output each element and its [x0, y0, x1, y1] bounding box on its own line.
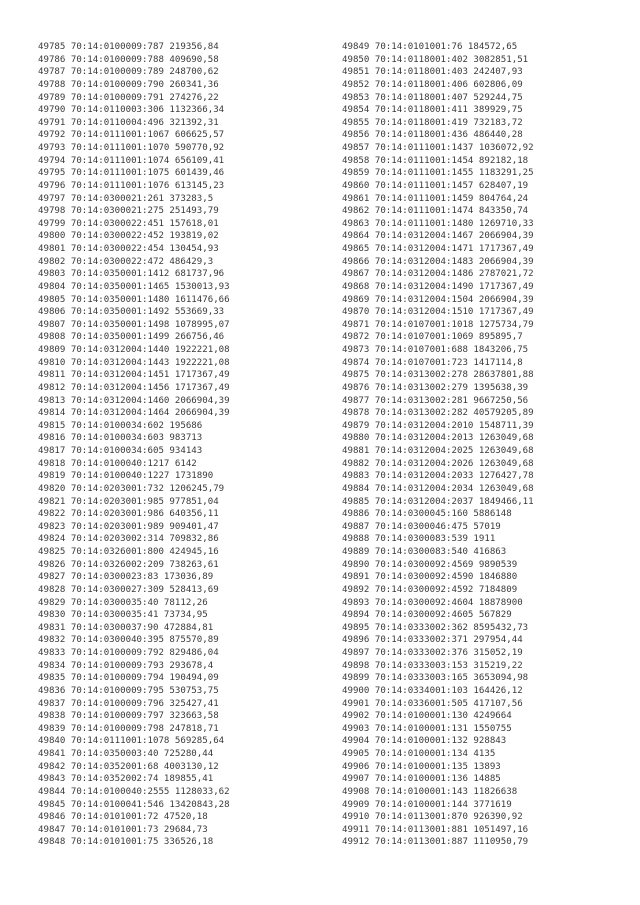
record-line: 49826 70:14:0326002:209 738263,61	[38, 559, 219, 570]
record-line: 49880 70:14:0312004:2013 1263049,68	[342, 433, 534, 444]
record-line: 49879 70:14:0312004:2010 1548711,39	[342, 420, 534, 431]
record-line: 49907 70:14:0100001:136 14885	[342, 774, 501, 785]
record-line: 49841 70:14:0350003:40 725280,44	[38, 749, 214, 759]
record-line: 49859 70:14:0111001:1455 1183291,25	[342, 168, 534, 179]
record-line: 49905 70:14:0100001:134 4135	[342, 749, 496, 759]
record-line: 49843 70:14:0352002:74 189855,41	[38, 774, 214, 785]
record-line: 49882 70:14:0312004:2026 1263049,68	[342, 458, 534, 469]
record-line: 49855 70:14:0118001:419 732183,72	[342, 117, 523, 128]
record-line: 49876 70:14:0313002:279 1395638,39	[342, 382, 529, 393]
record-line: 49812 70:14:0312004:1456 1717367,49	[38, 382, 230, 393]
record-line: 49840 70:14:0111001:1078 569285,64	[38, 736, 225, 747]
record-line: 49873 70:14:0107001:688 1843206,75	[342, 345, 529, 355]
record-line: 49800 70:14:0300022:452 193819,02	[38, 231, 219, 242]
record-line: 49827 70:14:0300023:83 173036,89	[38, 572, 214, 583]
record-line: 49899 70:14:0333003:165 3653094,98	[342, 673, 529, 684]
record-line: 49849 70:14:0101001:76 184572,65	[342, 42, 518, 52]
record-line: 49795 70:14:0111001:1075 601439,46	[38, 168, 225, 179]
record-line: 49892 70:14:0300092:4592 7184809	[342, 584, 518, 595]
record-line: 49832 70:14:0300040:395 875570,89	[38, 635, 219, 646]
record-line: 49845 70:14:0100041:546 13420843,28	[38, 799, 230, 810]
record-line: 49846 70:14:0101001:72 47520,18	[38, 812, 208, 823]
record-line: 49805 70:14:0350001:1480 1611476,66	[38, 294, 230, 305]
record-line: 49902 70:14:0100001:130 4249664	[342, 711, 512, 722]
record-line: 49877 70:14:0313002:281 9667250,56	[342, 395, 529, 406]
record-line: 49815 70:14:0100034:602 195686	[38, 420, 203, 431]
record-line: 49860 70:14:0111001:1457 628407,19	[342, 180, 529, 191]
record-line: 49886 70:14:0300045:160 5886148	[342, 509, 512, 520]
record-line: 49866 70:14:0312004:1483 2066904,39	[342, 256, 534, 267]
record-line: 49822 70:14:0203001:986 640356,11	[38, 509, 219, 520]
record-line: 49788 70:14:0100009:790 260341,36	[38, 79, 219, 90]
record-line: 49814 70:14:0312004:1464 2066904,39	[38, 408, 230, 419]
record-line: 49807 70:14:0350001:1498 1078995,07	[38, 319, 230, 330]
record-line: 49789 70:14:0100009:791 274276,22	[38, 92, 219, 103]
record-line: 49790 70:14:0110003:306 1132366,34	[38, 105, 225, 116]
record-line: 49830 70:14:0300035:41 73734,95	[38, 610, 208, 621]
record-line: 49893 70:14:0300092:4604 18878900	[342, 597, 523, 608]
record-line: 49824 70:14:0203002:314 709832,86	[38, 534, 219, 545]
record-line: 49883 70:14:0312004:2033 1276427,78	[342, 471, 534, 482]
record-line: 49894 70:14:0300092:4605 567829	[342, 610, 512, 621]
record-line: 49869 70:14:0312004:1504 2066904,39	[342, 294, 534, 305]
record-line: 49829 70:14:0300035:40 78112,26	[38, 597, 208, 608]
record-line: 49891 70:14:0300092:4590 1846880	[342, 572, 518, 583]
record-line: 49898 70:14:0333003:153 315219,22	[342, 660, 523, 671]
record-line: 49868 70:14:0312004:1490 1717367,49	[342, 281, 534, 292]
record-line: 49820 70:14:0203001:732 1206245,79	[38, 483, 225, 494]
record-line: 49863 70:14:0111001:1480 1269710,33	[342, 218, 534, 229]
record-line: 49797 70:14:0300021:261 373283,5	[38, 193, 214, 204]
record-line: 49875 70:14:0313002:278 28637801,88	[342, 370, 534, 381]
record-line: 49819 70:14:0100040:1227 1731890	[38, 471, 214, 482]
record-line: 49864 70:14:0312004:1467 2066904,39	[342, 231, 534, 242]
record-line: 49871 70:14:0107001:1018 1275734,79	[342, 319, 534, 330]
record-line: 49810 70:14:0312004:1443 1922221,08	[38, 357, 230, 368]
record-line: 49865 70:14:0312004:1471 1717367,49	[342, 244, 534, 254]
record-line: 49904 70:14:0100001:132 928843	[342, 736, 507, 747]
record-line: 49787 70:14:0100009:789 248700,62	[38, 67, 219, 78]
record-line: 49816 70:14:0100034:603 983713	[38, 433, 203, 444]
record-line: 49890 70:14:0300092:4569 9890539	[342, 559, 518, 570]
record-line: 49910 70:14:0113001:870 926390,92	[342, 812, 523, 823]
record-line: 49901 70:14:0336001:505 417107,56	[342, 698, 523, 709]
record-line: 49847 70:14:0101001:73 29684,73	[38, 824, 208, 835]
record-line: 49823 70:14:0203001:989 909401,47	[38, 521, 219, 532]
record-line: 49850 70:14:0118001:402 3082851,51	[342, 54, 529, 65]
record-line: 49838 70:14:0100009:797 323663,58	[38, 711, 219, 722]
record-line: 49792 70:14:0111001:1067 606625,57	[38, 130, 225, 141]
record-line: 49833 70:14:0100009:792 829486,04	[38, 648, 219, 658]
record-line: 49885 70:14:0312004:2037 1849466,11	[342, 496, 534, 507]
record-line: 49854 70:14:0118001:411 389929,75	[342, 105, 523, 116]
record-line: 49903 70:14:0100001:131 1550755	[342, 723, 512, 734]
record-line: 49881 70:14:0312004:2025 1263049,68	[342, 446, 534, 456]
record-line: 49798 70:14:0300021:275 251493,79	[38, 206, 219, 217]
record-line: 49856 70:14:0118001:436 486440,28	[342, 130, 523, 141]
record-line: 49870 70:14:0312004:1510 1717367,49	[342, 307, 534, 318]
record-line: 49808 70:14:0350001:1499 266756,46	[38, 332, 225, 343]
record-line: 49853 70:14:0118001:407 529244,75	[342, 92, 523, 103]
record-line: 49872 70:14:0107001:1069 895895,7	[342, 332, 523, 343]
record-line: 49842 70:14:0352001:68 4003130,12	[38, 761, 219, 772]
record-line: 49836 70:14:0100009:795 530753,75	[38, 685, 219, 696]
record-line: 49895 70:14:0333002:362 8595432,73	[342, 622, 529, 633]
record-line: 49834 70:14:0100009:793 293678,4	[38, 660, 214, 671]
record-line: 49862 70:14:0111001:1474 843350,74	[342, 206, 529, 217]
record-line: 49857 70:14:0111001:1437 1036072,92	[342, 143, 534, 153]
record-line: 49831 70:14:0300037:90 472884,81	[38, 622, 214, 633]
record-line: 49811 70:14:0312004:1451 1717367,49	[38, 370, 230, 381]
record-line: 49802 70:14:0300022:472 486429,3	[38, 256, 214, 267]
record-line: 49809 70:14:0312004:1440 1922221,08	[38, 345, 230, 355]
record-line: 49803 70:14:0350001:1412 681737,96	[38, 269, 225, 280]
record-line: 49835 70:14:0100009:794 190494,09	[38, 673, 219, 684]
record-line: 49852 70:14:0118001:406 602806,09	[342, 79, 523, 90]
record-line: 49844 70:14:0100040:2555 1128033,62	[38, 786, 230, 797]
record-line: 49821 70:14:0203001:985 977851,04	[38, 496, 219, 507]
record-line: 49887 70:14:0300046:475 57019	[342, 521, 501, 532]
record-line: 49837 70:14:0100009:796 325427,41	[38, 698, 219, 709]
record-line: 49906 70:14:0100001:135 13893	[342, 761, 501, 772]
record-line: 49806 70:14:0350001:1492 553669,33	[38, 307, 225, 318]
record-line: 49839 70:14:0100009:798 247818,71	[38, 723, 219, 734]
record-line: 49796 70:14:0111001:1076 613145,23	[38, 180, 225, 191]
record-line: 49878 70:14:0313002:282 40579205,89	[342, 408, 534, 419]
record-line: 49785 70:14:0100009:787 219356,84	[38, 42, 219, 52]
record-line: 49874 70:14:0107001:723 1417114,8	[342, 357, 523, 368]
record-line: 49897 70:14:0333002:376 315052,19	[342, 648, 523, 658]
record-line: 49889 70:14:0300083:540 416863	[342, 547, 507, 557]
record-line: 49799 70:14:0300022:451 157618,01	[38, 218, 219, 229]
record-line: 49818 70:14:0100040:1217 6142	[38, 458, 197, 469]
record-line: 49900 70:14:0334001:103 164426,12	[342, 685, 523, 696]
record-line: 49884 70:14:0312004:2034 1263049,68	[342, 483, 534, 494]
right-column	[342, 41, 534, 849]
record-line: 49888 70:14:0300083:539 1911	[342, 534, 496, 545]
record-line: 49896 70:14:0333002:371 297954,44	[342, 635, 523, 646]
record-line: 49794 70:14:0111001:1074 656109,41	[38, 155, 225, 166]
record-line: 49791 70:14:0110004:496 321392,31	[38, 117, 219, 128]
record-line: 49908 70:14:0100001:143 11826638	[342, 786, 518, 797]
record-line: 49786 70:14:0100009:788 409690,58	[38, 54, 219, 65]
record-line: 49851 70:14:0118001:403 242407,93	[342, 67, 523, 78]
record-line: 49817 70:14:0100034:605 934143	[38, 446, 203, 456]
record-line: 49793 70:14:0111001:1070 590770,92	[38, 143, 225, 153]
record-line: 49813 70:14:0312004:1460 2066904,39	[38, 395, 230, 406]
record-line: 49861 70:14:0111001:1459 804764,24	[342, 193, 529, 204]
record-line: 49911 70:14:0113001:881 1051497,16	[342, 824, 529, 835]
record-line: 49858 70:14:0111001:1454 892182,18	[342, 155, 529, 166]
left-column	[38, 41, 230, 849]
record-line: 49909 70:14:0100001:144 3771619	[342, 799, 512, 810]
record-line: 49912 70:14:0113001:887 1110950,79	[342, 837, 529, 848]
record-line: 49825 70:14:0326001:800 424945,16	[38, 547, 219, 557]
record-line: 49848 70:14:0101001:75 336526,18	[38, 837, 214, 848]
record-line: 49801 70:14:0300022:454 130454,93	[38, 244, 219, 254]
record-line: 49804 70:14:0350001:1465 1530013,93	[38, 281, 230, 292]
record-line: 49867 70:14:0312004:1486 2787021,72	[342, 269, 534, 280]
record-line: 49828 70:14:0300027:309 528413,69	[38, 584, 219, 595]
